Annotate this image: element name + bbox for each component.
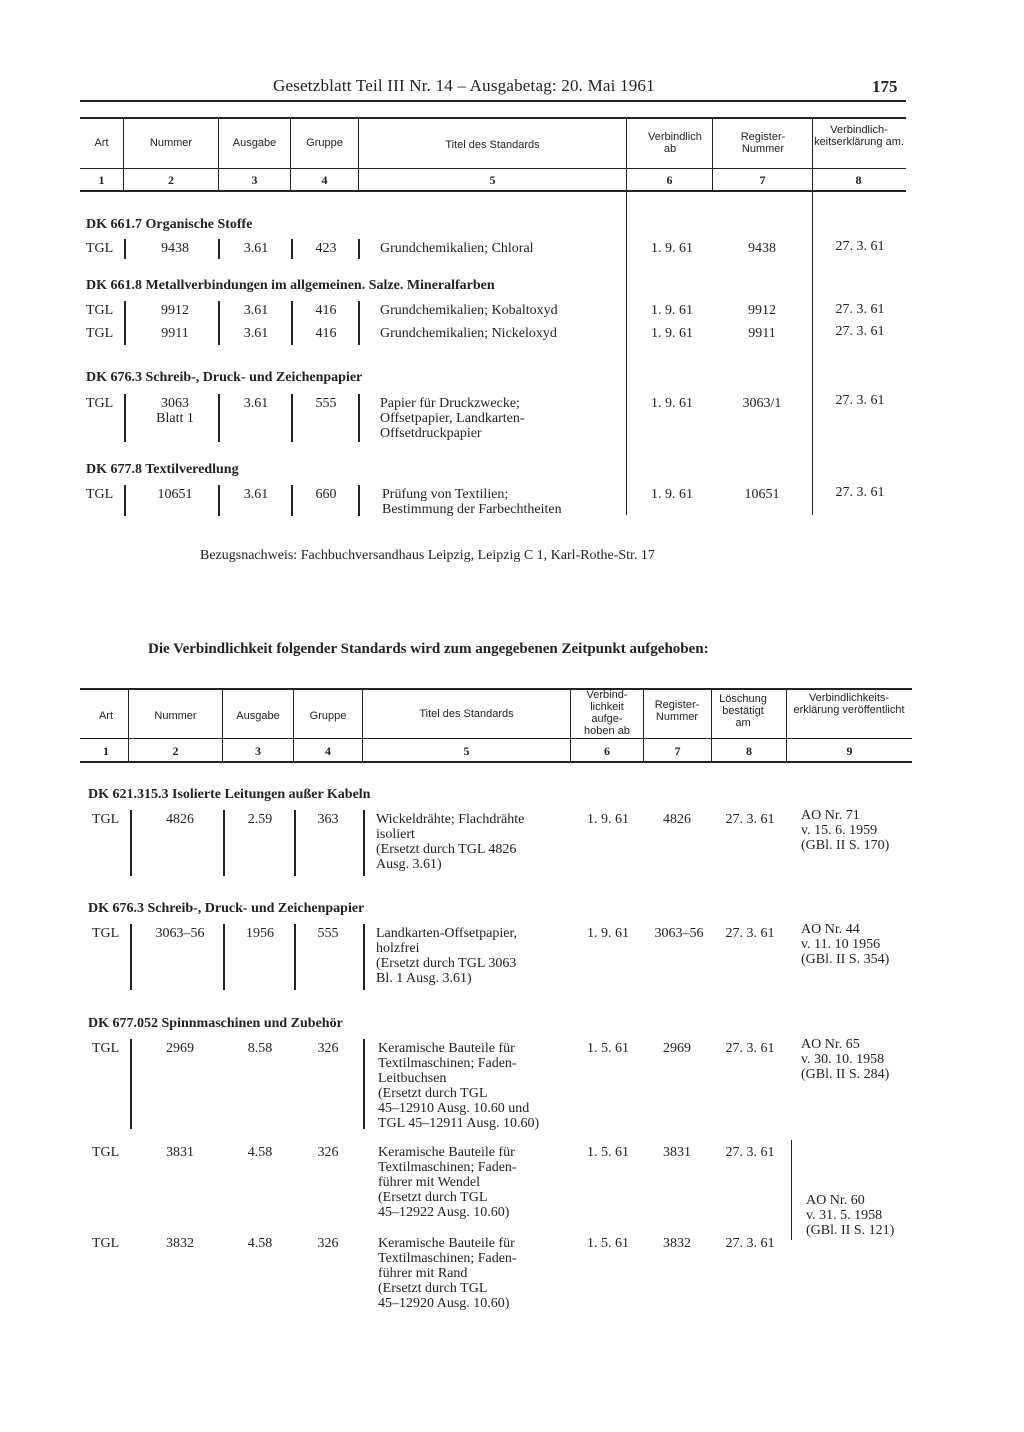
cell-titel: Landkarten-Offsetpapier, holzfrei (Ersetzt durch TGL 3063 Bl. 1 Ausg. 3.61) bbox=[376, 926, 518, 986]
table1-header-cell: Art bbox=[94, 137, 109, 149]
separator bbox=[363, 1039, 365, 1129]
table1-col-number: 5 bbox=[489, 173, 496, 187]
table1-col-number: 7 bbox=[759, 173, 766, 187]
cell-veroeffentlicht: AO Nr. 71 v. 15. 6. 1959 (GBl. II S. 170) bbox=[801, 808, 890, 853]
table2-header-cell: Ausgabe bbox=[236, 710, 280, 722]
cell-ab: 1. 5. 61 bbox=[587, 1236, 629, 1251]
cell-reg: 3831 bbox=[663, 1145, 691, 1160]
cell-ab: 1. 9. 61 bbox=[651, 303, 693, 318]
cell-gruppe: 660 bbox=[315, 487, 337, 502]
separator bbox=[291, 394, 293, 442]
cell-gruppe: 555 bbox=[315, 396, 337, 411]
cell-nummer: 9912 bbox=[161, 303, 189, 318]
separator bbox=[130, 1039, 132, 1129]
cell-ab: 1. 9. 61 bbox=[587, 812, 629, 827]
cell-nummer: 9911 bbox=[161, 326, 189, 341]
cell-ab: 1. 9. 61 bbox=[651, 396, 693, 411]
cell-reg: 9438 bbox=[748, 241, 776, 256]
table1-header-cell: Register-Nummer bbox=[740, 131, 786, 155]
separator bbox=[223, 924, 225, 990]
page-number: 175 bbox=[872, 77, 898, 96]
cell-reg: 10651 bbox=[744, 487, 780, 502]
table1-col-number: 2 bbox=[168, 173, 174, 187]
cell-am: 27. 3. 61 bbox=[835, 239, 885, 254]
cell-reg: 3832 bbox=[663, 1236, 691, 1251]
cell-gruppe: 416 bbox=[315, 303, 337, 318]
cell-art: TGL bbox=[92, 1236, 120, 1251]
cell-am: 27. 3. 61 bbox=[835, 485, 885, 500]
table2-col-number: 8 bbox=[746, 744, 752, 758]
separator bbox=[358, 485, 360, 516]
cell-veroeffentlicht: AO Nr. 65 v. 30. 10. 1958 (GBl. II S. 284) bbox=[801, 1037, 890, 1082]
cell-titel: Papier für Druckzwecke; Offsetpapier, Landkarten- Offsetdruckpapier bbox=[380, 396, 525, 441]
cell-art: TGL bbox=[92, 926, 120, 941]
table2-col-number: 7 bbox=[674, 744, 681, 758]
table2-header-cell: Gruppe bbox=[309, 710, 347, 722]
grouping-bracket bbox=[791, 1140, 800, 1240]
separator bbox=[124, 394, 126, 442]
table2-header-cell: Art bbox=[98, 710, 114, 722]
cell-art: TGL bbox=[92, 1041, 120, 1056]
separator bbox=[358, 301, 360, 345]
cell-ab: 1. 9. 61 bbox=[651, 241, 693, 256]
cell-reg: 2969 bbox=[663, 1041, 691, 1056]
separator bbox=[130, 810, 132, 876]
cell-ausgabe: 3.61 bbox=[243, 326, 269, 341]
table2-header-cell: Verbindlichkeits-erklärung veröffentlicht bbox=[793, 692, 905, 716]
cell-ausgabe: 1956 bbox=[246, 926, 274, 941]
cell-titel: Grundchemikalien; Kobaltoxyd bbox=[380, 303, 558, 318]
cell-titel: Grundchemikalien; Nickeloxyd bbox=[380, 326, 557, 341]
cell-titel: Keramische Bauteile für Textilmaschinen; Faden- führer mit Rand (Ersetzt durch TGL 45–12920 Ausg. 10.60) bbox=[378, 1236, 517, 1311]
table1-header-cell: Titel des Standards bbox=[445, 139, 540, 151]
separator bbox=[218, 485, 220, 516]
cell-am: 27. 3. 61 bbox=[725, 812, 775, 827]
table1-header-cell: Nummer bbox=[149, 137, 193, 149]
cell-reg: 3063–56 bbox=[654, 926, 704, 941]
separator bbox=[291, 485, 293, 516]
separator bbox=[358, 239, 360, 259]
cell-am: 27. 3. 61 bbox=[835, 393, 885, 408]
cell-ausgabe: 4.58 bbox=[247, 1145, 273, 1160]
table1-header-rule bbox=[80, 168, 906, 169]
cell-ausgabe: 8.58 bbox=[247, 1041, 273, 1056]
cell-am: 27. 3. 61 bbox=[725, 1145, 775, 1160]
separator bbox=[130, 924, 132, 990]
cell-ausgabe: 2.59 bbox=[247, 812, 273, 827]
separator bbox=[291, 301, 293, 345]
cell-reg: 4826 bbox=[663, 812, 691, 827]
cell-nummer: 3832 bbox=[166, 1236, 194, 1251]
table2-col-number: 6 bbox=[604, 744, 610, 758]
cell-nummer: 4826 bbox=[166, 812, 194, 827]
cell-nummer: 3063 Blatt 1 bbox=[156, 396, 194, 426]
cell-ausgabe: 3.61 bbox=[243, 487, 269, 502]
table1-group-heading: DK 676.3 Schreib-, Druck- und Zeichenpapier bbox=[86, 370, 363, 385]
table2-group-heading: DK 621.315.3 Isolierte Leitungen außer Kabeln bbox=[88, 787, 371, 802]
table2-header-cell: Nummer bbox=[154, 710, 197, 722]
table2-group-heading: DK 676.3 Schreib-, Druck- und Zeichenpapier bbox=[88, 901, 365, 916]
cell-ab: 1. 5. 61 bbox=[587, 1041, 629, 1056]
table2-header-rule bbox=[80, 738, 912, 739]
section-title: Die Verbindlichkeit folgender Standards wird zum angegebenen Zeitpunkt aufgehoben: bbox=[148, 641, 709, 657]
table2-col-number: 5 bbox=[463, 744, 470, 758]
cell-ab: 1. 9. 61 bbox=[651, 326, 693, 341]
table1-group-heading: DK 661.8 Metallverbindungen im allgemeinen. Salze. Mineralfarben bbox=[86, 278, 495, 293]
cell-reg: 9912 bbox=[748, 303, 776, 318]
separator bbox=[291, 239, 293, 259]
cell-art: TGL bbox=[86, 326, 114, 341]
cell-ausgabe: 4.58 bbox=[247, 1236, 273, 1251]
separator bbox=[218, 394, 220, 442]
table2-col-number: 4 bbox=[325, 744, 331, 758]
separator bbox=[218, 239, 220, 259]
table2-col-number: 1 bbox=[103, 744, 109, 758]
cell-ab: 1. 9. 61 bbox=[587, 926, 629, 941]
table2-col-number: 9 bbox=[846, 744, 853, 758]
table2-top-rule bbox=[80, 688, 912, 690]
cell-art: TGL bbox=[86, 396, 114, 411]
table2-header-cell: Verbind-lichkeit aufge-hoben ab bbox=[584, 689, 630, 737]
cell-titel: Keramische Bauteile für Textilmaschinen; Faden- Leitbuchsen (Ersetzt durch TGL 45–12910 Ausg. 10.60 und TGL 45–12911 Ausg. 10.60) bbox=[378, 1041, 540, 1131]
table1-group-heading: DK 661.7 Organische Stoffe bbox=[86, 217, 253, 232]
cell-art: TGL bbox=[92, 812, 120, 827]
table1-col-number: 4 bbox=[321, 173, 328, 187]
reference-note: Bezugsnachweis: Fachbuchversandhaus Leipzig, Leipzig C 1, Karl-Rothe-Str. 17 bbox=[200, 548, 655, 563]
table2-header-cell: Titel des Standards bbox=[419, 708, 514, 720]
cell-gruppe: 423 bbox=[315, 241, 337, 256]
separator bbox=[124, 301, 126, 345]
table1-group-heading: DK 677.8 Textilveredlung bbox=[86, 462, 239, 477]
cell-ausgabe: 3.61 bbox=[243, 241, 269, 256]
cell-nummer: 9438 bbox=[161, 241, 189, 256]
cell-am: 27. 3. 61 bbox=[725, 1236, 775, 1251]
table1-col-number: 3 bbox=[251, 173, 258, 187]
cell-titel: Grundchemikalien; Chloral bbox=[380, 241, 534, 256]
separator bbox=[363, 924, 365, 990]
table2-col-number: 3 bbox=[255, 744, 261, 758]
cell-art: TGL bbox=[86, 303, 114, 318]
cell-gruppe: 326 bbox=[317, 1041, 339, 1056]
cell-ab: 1. 9. 61 bbox=[651, 487, 693, 502]
table1-header-cell: Verbindlich ab bbox=[648, 131, 702, 155]
cell-gruppe: 363 bbox=[317, 812, 339, 827]
cell-titel: Wickeldrähte; Flachdrähte isoliert (Ersetzt durch TGL 4826 Ausg. 3.61) bbox=[376, 812, 525, 872]
table1-top-rule bbox=[80, 117, 906, 119]
page-header-title: Gesetzblatt Teil III Nr. 14 – Ausgabetag: 20. Mai 1961 bbox=[273, 76, 655, 95]
cell-am: 27. 3. 61 bbox=[835, 302, 885, 317]
separator bbox=[124, 485, 126, 516]
cell-am: 27. 3. 61 bbox=[725, 926, 775, 941]
separator bbox=[294, 924, 296, 990]
cell-nummer: 3063–56 bbox=[155, 926, 205, 941]
cell-gruppe: 326 bbox=[317, 1236, 339, 1251]
cell-veroeffentlicht: AO Nr. 44 v. 11. 10 1956 (GBl. II S. 354) bbox=[801, 922, 890, 967]
cell-art: TGL bbox=[86, 241, 114, 256]
cell-gruppe: 555 bbox=[317, 926, 339, 941]
separator bbox=[124, 239, 126, 259]
table2-col-number: 2 bbox=[172, 744, 179, 758]
table1-header-cell: Gruppe bbox=[306, 137, 343, 149]
cell-reg: 3063/1 bbox=[742, 396, 782, 411]
table1-col-number: 1 bbox=[98, 173, 105, 187]
table2-header-cell: Löschung bestätigt am bbox=[719, 693, 767, 729]
cell-ausgabe: 3.61 bbox=[243, 303, 269, 318]
table2-header-cell: Register-Nummer bbox=[654, 699, 700, 723]
table1-col-number: 8 bbox=[855, 173, 862, 187]
cell-titel: Prüfung von Textilien; Bestimmung der Farbechtheiten bbox=[382, 487, 562, 517]
header-rule bbox=[80, 100, 906, 102]
table1-bottom-rule bbox=[80, 190, 906, 192]
table1-body-divider bbox=[812, 191, 813, 515]
cell-nummer: 10651 bbox=[157, 487, 193, 502]
cell-gruppe: 326 bbox=[317, 1145, 339, 1160]
table2-bottom-rule bbox=[80, 761, 912, 763]
separator bbox=[363, 810, 365, 876]
cell-am: 27. 3. 61 bbox=[725, 1041, 775, 1056]
cell-nummer: 2969 bbox=[166, 1041, 194, 1056]
cell-reg: 9911 bbox=[748, 326, 776, 341]
cell-art: TGL bbox=[92, 1145, 120, 1160]
separator bbox=[223, 810, 225, 876]
table1-header-cell: Ausgabe bbox=[232, 137, 277, 149]
cell-veroeffentlicht-shared: AO Nr. 60 v. 31. 5. 1958 (GBl. II S. 121) bbox=[806, 1193, 895, 1238]
cell-ab: 1. 5. 61 bbox=[587, 1145, 629, 1160]
separator bbox=[218, 301, 220, 345]
cell-nummer: 3831 bbox=[166, 1145, 194, 1160]
cell-am: 27. 3. 61 bbox=[835, 324, 885, 339]
table1-header-cell: Verbindlich-keitserklärung am. bbox=[814, 124, 904, 148]
table2-group-heading: DK 677.052 Spinnmaschinen und Zubehör bbox=[88, 1016, 343, 1031]
table1-body-divider bbox=[626, 191, 627, 515]
cell-titel: Keramische Bauteile für Textilmaschinen; Faden- führer mit Wendel (Ersetzt durch TGL 45–12922 Ausg. 10.60) bbox=[378, 1145, 517, 1220]
separator bbox=[294, 810, 296, 876]
cell-gruppe: 416 bbox=[315, 326, 337, 341]
table1-col-number: 6 bbox=[666, 173, 673, 187]
cell-art: TGL bbox=[86, 487, 114, 502]
separator bbox=[358, 394, 360, 442]
cell-ausgabe: 3.61 bbox=[243, 396, 269, 411]
